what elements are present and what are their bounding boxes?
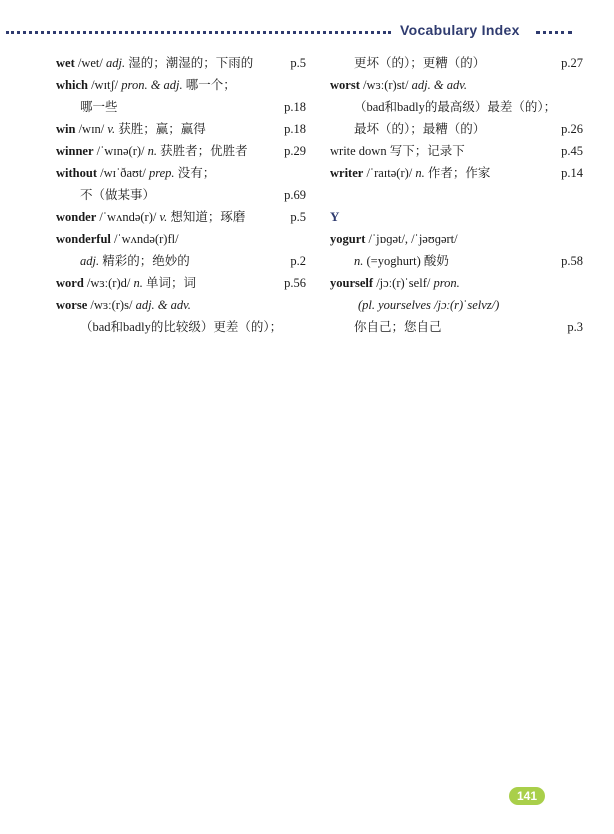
blank-line [330,184,583,206]
headword: yourself [330,276,374,290]
vocab-entry [56,162,306,184]
vocab-entry [56,272,306,294]
page-reference: p.56 [284,276,306,290]
headword: winner [56,144,94,158]
phonetic: /wɜː(r)d/ [83,276,134,290]
page-reference: p.58 [561,254,583,268]
part-of-speech: adj. & adv. [135,298,191,312]
entry-continuation [330,250,583,272]
vocab-entry [330,228,583,250]
page-reference: p.29 [284,144,306,158]
entry-continuation [56,96,306,118]
headword: worst [330,78,360,92]
part-of-speech: prep. [148,166,175,180]
page-reference: p.27 [561,56,583,70]
headword: without [56,166,97,180]
phonetic: /wet/ [74,56,106,70]
headword: word [56,276,84,290]
headword: wonderful [56,232,111,246]
page-reference: p.18 [284,122,306,136]
definition: 没有； [174,166,216,180]
definition: 获胜；赢；赢得 [115,122,206,136]
part-of-speech: adj. [80,254,100,268]
page-reference: p.69 [284,188,306,202]
phonetic: /wɪtʃ/ [87,78,122,92]
headword: wonder [56,210,97,224]
definition: 更坏（的）；更糟（的） [354,56,486,70]
phonetic: /ˈwʌndə(r)/ [96,210,160,224]
definition: （bad和badly的比较级）更差（的）； [80,320,283,334]
vocab-entry [56,118,306,140]
part-of-speech: pron. [433,276,460,290]
phonetic: /ˈwʌndə(r)fl/ [110,232,179,246]
phonetic: /ˈjɒɡət/, /ˈjəʊɡərt/ [365,232,458,246]
part-of-speech: pron. & adj. [121,78,183,92]
phonetic: /wɜː(r)s/ [87,298,136,312]
part-of-speech: adj. [106,56,126,70]
definition: 不（做某事） [80,188,156,202]
phonetic: /jɔː(r)ˈself/ [373,276,434,290]
page-number-badge: 141 [509,787,545,805]
page-reference: p.14 [561,166,583,180]
left-column [56,52,306,338]
definition: 最坏（的）；最糟（的） [354,122,486,136]
definition: 单词；词 [142,276,196,290]
section-letter [330,206,583,228]
vocab-entry [56,74,306,96]
vocab-entry [56,206,306,228]
part-of-speech: n. [147,144,158,158]
page-reference: p.18 [284,100,306,114]
page-reference: p.3 [567,320,583,334]
entry-continuation [330,294,583,316]
headword: which [56,78,88,92]
definition: 你自己；您自己 [354,320,442,334]
page-header [0,22,614,42]
dotted-rule-left [6,31,391,34]
plural-form: (pl. yourselves /jɔː(r)ˈselvz/) [358,298,500,312]
vocab-entry [56,52,306,74]
part-of-speech: v. [159,210,168,224]
entry-continuation [56,250,306,272]
vocab-entry [330,272,583,294]
definition: 写下；记录下 [386,144,465,158]
dotted-rule-right [536,31,572,34]
vocab-entry [56,140,306,162]
headword: writer [330,166,364,180]
headword: worse [56,298,88,312]
headword: yogurt [330,232,366,246]
entry-continuation [56,184,306,206]
phrase: write down [330,144,387,158]
headword: win [56,122,76,136]
page-reference: p.5 [290,56,306,70]
definition: (=yoghurt) 酸奶 [363,254,449,268]
part-of-speech: adj. & adv. [411,78,467,92]
headword: wet [56,56,75,70]
entry-continuation [56,316,306,338]
definition: 想知道；琢磨 [167,210,246,224]
part-of-speech: v. [107,122,116,136]
section-title: Vocabulary Index [400,22,520,38]
phonetic: /ˈraɪtə(r)/ [363,166,416,180]
part-of-speech: n. [354,254,364,268]
part-of-speech: n. [133,276,143,290]
definition: 精彩的；绝妙的 [99,254,190,268]
entry-continuation [330,316,583,338]
definition: 哪一些 [80,100,118,114]
vocab-entry [330,162,583,184]
definition: 作者；作家 [424,166,491,180]
definition: 湿的；潮湿的；下雨的 [125,56,254,70]
vocab-entry [56,294,306,316]
vocab-entry [330,140,583,162]
entry-continuation [330,52,583,74]
definition: 获胜者；优胜者 [157,144,248,158]
definition: 哪一个； [182,78,236,92]
section-letter-text: Y [330,209,340,224]
page-reference: p.5 [290,210,306,224]
phonetic: /wɪˈðaʊt/ [96,166,149,180]
right-column [330,52,583,338]
vocab-entry [56,228,306,250]
page-reference: p.45 [561,144,583,158]
phonetic: /wɪn/ [75,122,108,136]
page-reference: p.2 [290,254,306,268]
page-reference: p.26 [561,122,583,136]
part-of-speech: n. [415,166,425,180]
phonetic: /ˈwɪnə(r)/ [93,144,148,158]
definition: （bad和badly的最高级）最差（的）； [354,100,557,114]
phonetic: /wɜː(r)st/ [359,78,412,92]
entry-continuation [330,96,583,118]
entry-continuation [330,118,583,140]
vocab-entry [330,74,583,96]
